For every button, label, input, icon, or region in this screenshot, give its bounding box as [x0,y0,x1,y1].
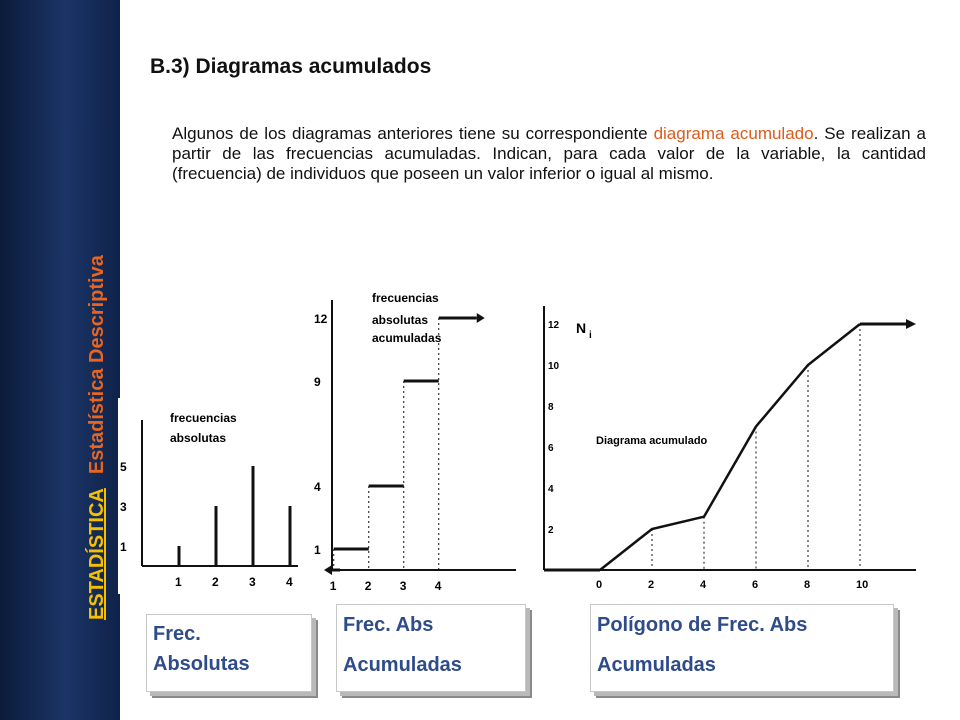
polygon-arrow-head [906,319,916,329]
bar-x-tick: 2 [212,575,219,589]
polygon-x-tick: 10 [856,579,869,591]
step-x-tick: 3 [399,579,407,593]
polygon-axis-sub: i [589,330,592,341]
highlight-term: diagrama acumulado [653,124,814,143]
polygon-x-tick: 8 [804,579,811,591]
polygon-y-tick: 6 [548,443,554,454]
polygon-y-tick: 12 [548,320,560,331]
step-x-tick: 1 [329,579,337,593]
bar-label-1: frecuencias [170,411,237,425]
step-y-tick: 4 [314,480,321,494]
intro-paragraph [172,124,926,184]
bar-y-tick: 1 [120,540,127,554]
polygon-chart [536,296,924,596]
bar-y-tick: 3 [120,500,127,514]
step-right-arrow-head [477,313,485,323]
caption-frec-absolutas [146,614,312,692]
polygon-y-tick: 10 [548,361,560,372]
polygon-figure [536,296,924,596]
step-y-tick: 1 [314,543,321,557]
polygon-y-tick: 4 [548,484,554,495]
polygon-x-tick: 2 [648,579,655,591]
polygon-x-tick: 6 [752,579,759,591]
polygon-axis-label: N [576,320,587,336]
caption-frec-abs-acumuladas [336,604,526,692]
step-label-1: frecuencias [372,291,439,305]
caption-poly-line-2: Acumuladas [597,654,716,676]
step-chart [306,280,528,600]
paragraph-start: Algunos de los diagramas anteriores tiene su correspondiente [172,124,654,143]
caption-poligono [590,604,894,692]
bar-y-tick: 5 [120,460,127,474]
caption-acum-line-1: Frec. Abs [343,614,434,636]
caption-abs-line-1: Frec. [153,623,201,645]
step-x-tick: 2 [364,579,372,593]
step-x-tick: 4 [434,579,442,593]
polygon-y-tick: 8 [548,402,554,413]
step-y-tick: 12 [314,312,328,326]
polygon-label: Diagrama acumulado [596,435,708,447]
bar-chart [118,398,300,594]
caption-abs-line-2: Absolutas [153,653,250,675]
step-figure [306,280,528,600]
bar-x-tick: 1 [175,575,182,589]
caption-poly-line-1: Polígono de Frec. Abs [597,614,808,636]
polygon-line [600,324,860,570]
polygon-x-tick: 0 [596,579,603,591]
caption-acum-line-2: Acumuladas [343,654,462,676]
paragraph-end: . Se realizan a partir de las frecuencias acumuladas. Indican, para cada valor de la variable, la cantidad (frecuencia) de individuos que poseen un valor inferior o igual al mismo. [172,124,926,183]
step-label-3: acumuladas [372,331,442,345]
step-y-tick: 9 [314,375,321,389]
step-left-arrow-head [324,565,332,575]
sidebar-subtitle: Estadística Descriptiva [86,255,108,475]
sidebar [0,0,120,720]
sidebar-main-title: ESTADÍSTICA [86,488,108,620]
bar-label-2: absolutas [170,431,227,445]
bar-figure [118,398,300,594]
bar-x-tick: 3 [249,575,256,589]
sidebar-title [86,255,109,620]
bar-x-tick: 4 [286,575,293,589]
step-label-2: absolutas [372,313,429,327]
polygon-x-tick: 4 [700,579,707,591]
page-title: B.3) Diagramas acumulados [150,55,432,78]
polygon-y-tick: 2 [548,525,554,536]
